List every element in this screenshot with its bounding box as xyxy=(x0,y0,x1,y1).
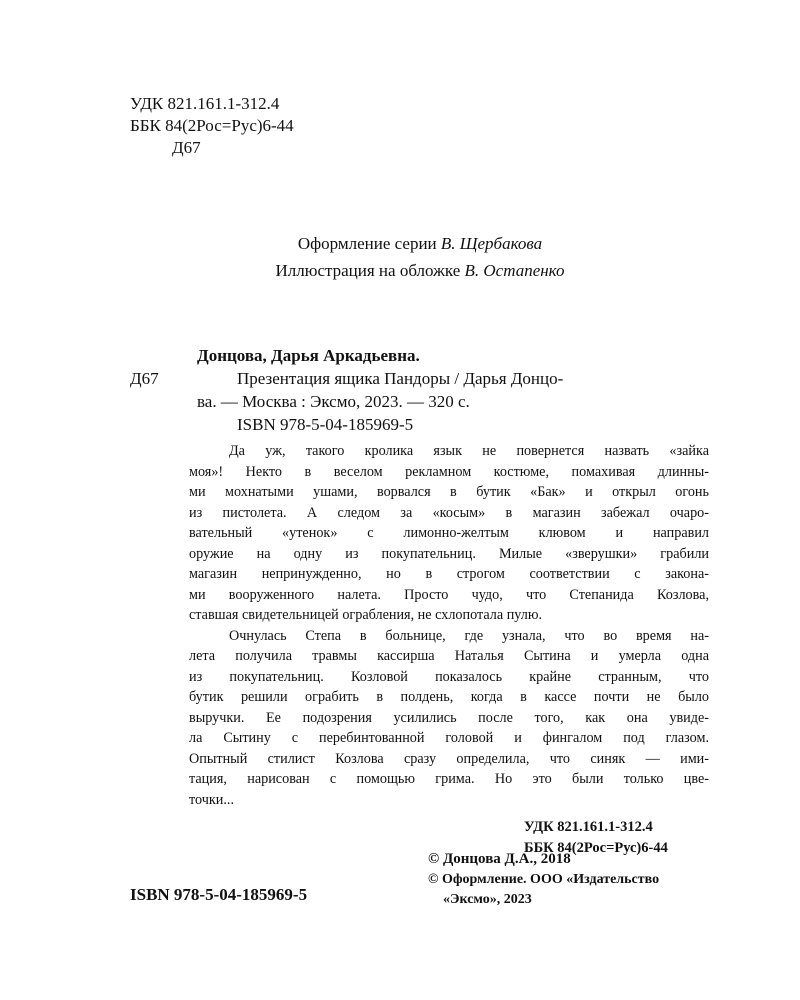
series-design-line xyxy=(160,230,680,257)
annotation-line: выручки. Ее подозрения усилились после того, как она увиде- xyxy=(189,709,709,726)
annotation-paragraph-2 xyxy=(189,626,709,811)
cover-illustration-prefix: Иллюстрация на обложке xyxy=(275,261,465,280)
annotation-line: бутик решили ограбить в полдень, когда в кассе почти не было xyxy=(189,689,709,705)
author-mark-catalog: Д67 xyxy=(130,369,159,388)
title-line-1: Презентация ящика Пандоры / Дарья Донцо- xyxy=(237,369,564,388)
bbk-code-bottom: ББК 84(2Рос=Рус)6-44 xyxy=(524,840,668,856)
annotation-line: тация, нарисован с помощью грима. Но это были только цве- xyxy=(189,771,709,787)
author-mark-top: Д67 xyxy=(172,138,201,157)
annotation-line: Опытный стилист Козлова сразу определила, что синяк — ими- xyxy=(189,750,709,767)
annotation-line: моя»! Некто в веселом рекламном костюме, помахивая длинны- xyxy=(189,463,709,480)
annotation-line: ми мохнатыми ушами, ворвался в бутик «Бак» и открыл огонь xyxy=(189,484,709,500)
copyright-author: © Донцова Д.А., 2018 xyxy=(428,851,571,867)
annotation xyxy=(189,441,709,810)
annotation-line: вательный «утенок» с лимонно-желтым клювом и направил xyxy=(189,525,709,541)
series-designer-name: В. Щербакова xyxy=(440,234,543,253)
author-heading: Донцова, Дарья Аркадьевна. xyxy=(197,346,420,365)
credits-block xyxy=(160,230,680,284)
bbk-code-top: ББК 84(2Рос=Рус)6-44 xyxy=(130,116,294,135)
isbn-footer: ISBN 978-5-04-185969-5 xyxy=(130,885,308,904)
series-design-prefix: Оформление серии xyxy=(297,234,441,253)
title-line-2: ва. — Москва : Эксмо, 2023. — 320 с. xyxy=(197,392,470,411)
annotation-line: Очнулась Степа в больнице, где узнала, что во время на- xyxy=(229,627,709,644)
cover-illustration-line xyxy=(160,257,680,284)
annotation-line: магазин непринужденно, но в строгом соответствии с закона- xyxy=(189,566,709,582)
copyright-design-line-1: © Оформление. ООО «Издательство xyxy=(428,872,660,887)
udk-code-bottom: УДК 821.161.1-312.4 xyxy=(524,819,653,835)
annotation-line: из пистолета. А следом за «косым» в магазин забежал очаро- xyxy=(189,504,709,521)
annotation-line: точки... xyxy=(189,791,235,808)
annotation-line: Да уж, такого кролика язык не повернется назвать «зайка xyxy=(229,443,709,459)
udk-code-top: УДК 821.161.1-312.4 xyxy=(130,94,280,113)
annotation-line: лета получила травмы кассирша Наталья Сытина и умерла одна xyxy=(189,648,709,664)
annotation-line: из покупательниц. Козловой показалось крайне странным, что xyxy=(189,668,709,685)
annotation-line: оружие на одну из покупательниц. Милые «зверушки» грабили xyxy=(189,545,709,562)
copyright-design-line-2: «Эксмо», 2023 xyxy=(443,892,532,907)
isbn-catalog: ISBN 978-5-04-185969-5 xyxy=(237,415,414,434)
annotation-line: ла Сытину с перебинтованной головой и фингалом под глазом. xyxy=(189,730,709,746)
annotation-line: ставшая свидетельницей ограбления, не схлопотала пулю. xyxy=(189,607,542,623)
annotation-line: ми вооруженного налета. Просто чудо, что Степанида Козлова, xyxy=(189,586,709,603)
annotation-paragraph-1 xyxy=(189,441,709,626)
cover-illustrator-name: В. Остапенко xyxy=(464,261,565,280)
